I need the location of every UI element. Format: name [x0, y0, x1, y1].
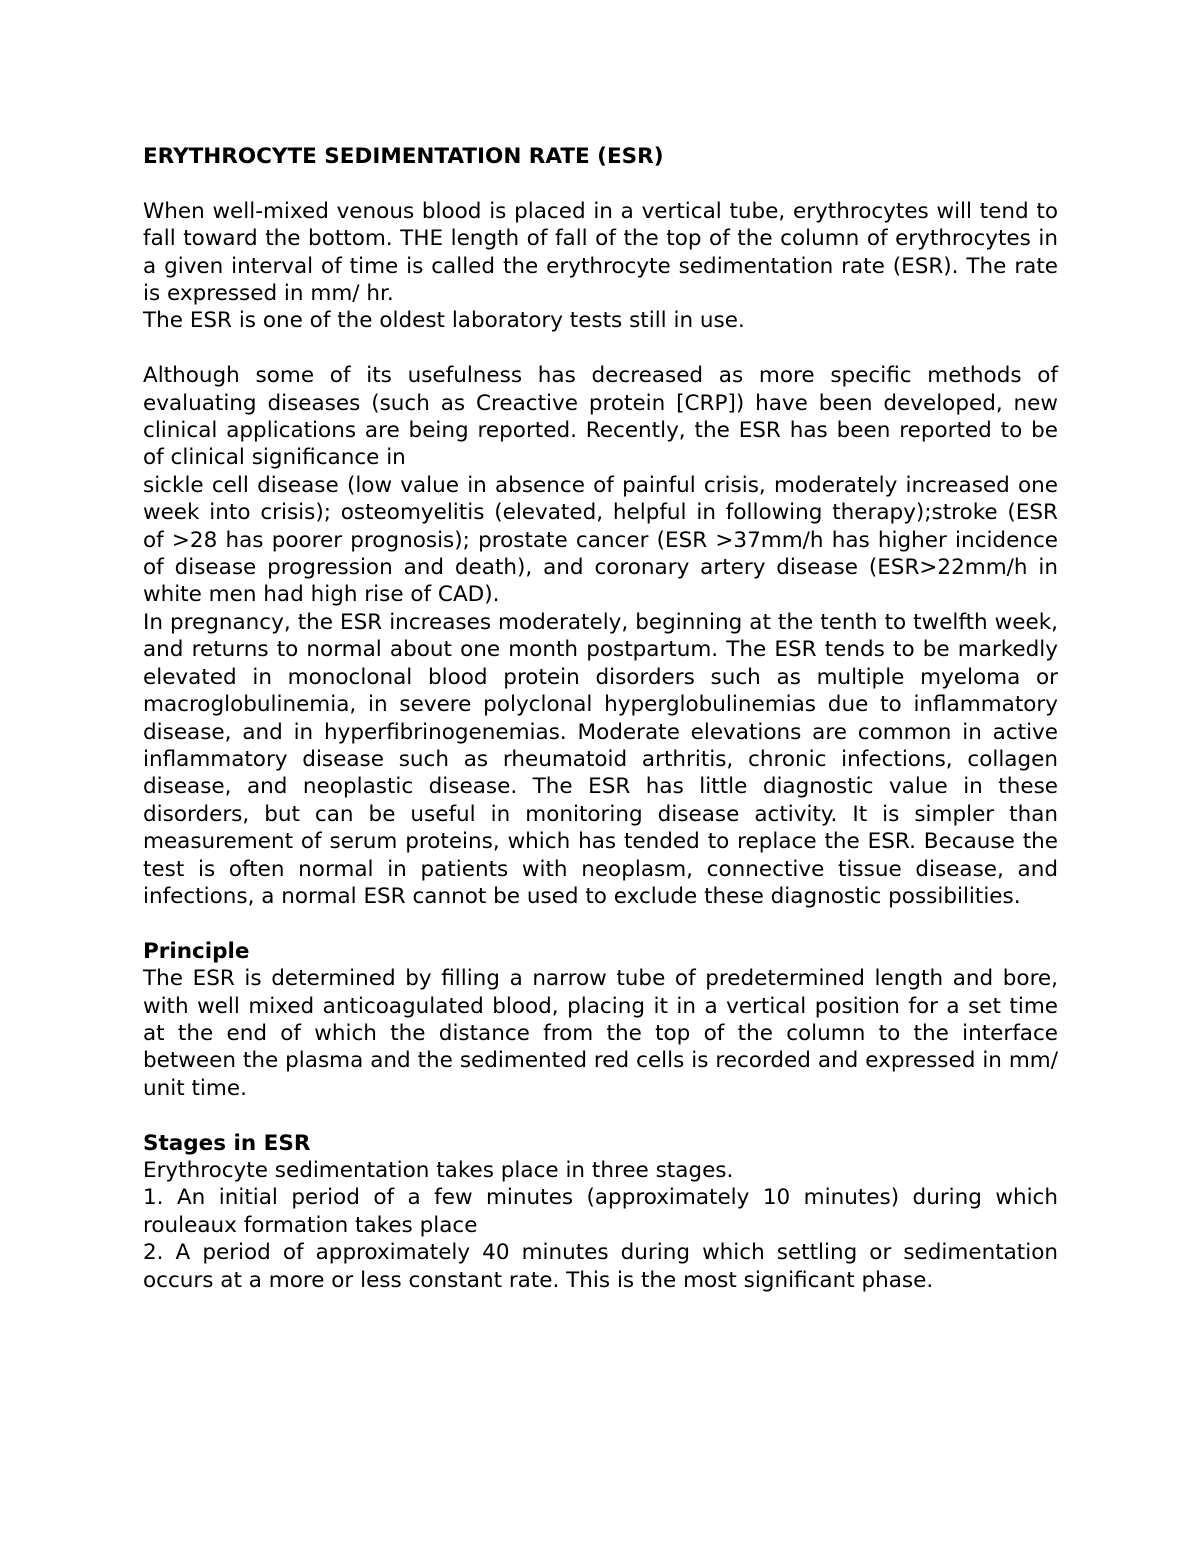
document-title: ERYTHROCYTE SEDIMENTATION RATE (ESR): [143, 144, 664, 169]
stage-item: 2. A period of approximately 40 minutes during which settling or sedimentation occurs at a more or less constant rate. This is the most significant phase.: [143, 1240, 1058, 1293]
principle-heading: Principle: [143, 938, 250, 964]
intro-note: The ESR is one of the oldest laboratory tests still in use.: [143, 308, 745, 334]
usefulness-paragraph: Although some of its usefulness has decreased as more specific methods of evaluating diseases (such as Creactive protein [CRP]) have been developed, new clinical applications are being reported. Recently, the ESR has been reported to be of clinical significance in: [143, 363, 1058, 471]
principle-paragraph: The ESR is determined by filling a narrow tube of predetermined length and bore, with well mixed anticoagulated blood, placing it in a vertical position for a set time at the end of which the distance from the top of the column to the interface between the plasma and the sedimented red cells is recorded and expressed in mm/ unit time.: [143, 966, 1058, 1101]
paragraph-spacer: [143, 1102, 1058, 1129]
clinical-significance-paragraph: sickle cell disease (low value in absence of painful crisis, moderately increased one week into crisis); osteomyelitis (elevated, helpful in following therapy);stroke (ESR of >28 has poorer prognosis); prostate cancer (ESR >37mm/h has higher incidence of disease progression and death), and coronary artery disease (ESR>22mm/h in white men had high rise of CAD).: [143, 472, 1058, 608]
stages-intro: Erythrocyte sedimentation takes place in three stages.: [143, 1157, 734, 1183]
stages-heading: Stages in ESR: [143, 1130, 311, 1156]
pregnancy-paragraph: In pregnancy, the ESR increases moderately, beginning at the tenth to twelfth week, and returns to normal about one month postpartum. The ESR tends to be markedly elevated in monoclonal blood protein disorders such as multiple myeloma or macroglobulinemia, in severe polyclonal hyperglobulinemias due to inflammatory disease, and in hyperfibrinogenemias. Moderate elevations are common in active inflammatory disease such as rheumatoid arthritis, chronic infections, collagen disease, and neoplastic disease. The ESR has little diagnostic value in these disorders, but can be useful in monitoring disease activity. It is simpler than measurement of serum proteins, which has tended to replace the ESR. Because the test is often normal in patients with neoplasm, connective tissue disease, and infections, a normal ESR cannot be used to exclude these diagnostic possibilities.: [143, 609, 1058, 909]
paragraph-spacer: [143, 910, 1058, 937]
intro-paragraph: When well-mixed venous blood is placed in a vertical tube, erythrocytes will tend to fall toward the bottom. THE length of fall of the top of the column of erythrocytes in a given interval of time is called the erythrocyte sedimentation rate (ESR). The rate is expressed in mm/ hr.: [143, 198, 1058, 307]
document-page: [143, 143, 1058, 1294]
paragraph-spacer: [143, 335, 1058, 362]
stage-item: 1. An initial period of a few minutes (approximately 10 minutes) during which rouleaux formation takes place: [143, 1185, 1058, 1238]
